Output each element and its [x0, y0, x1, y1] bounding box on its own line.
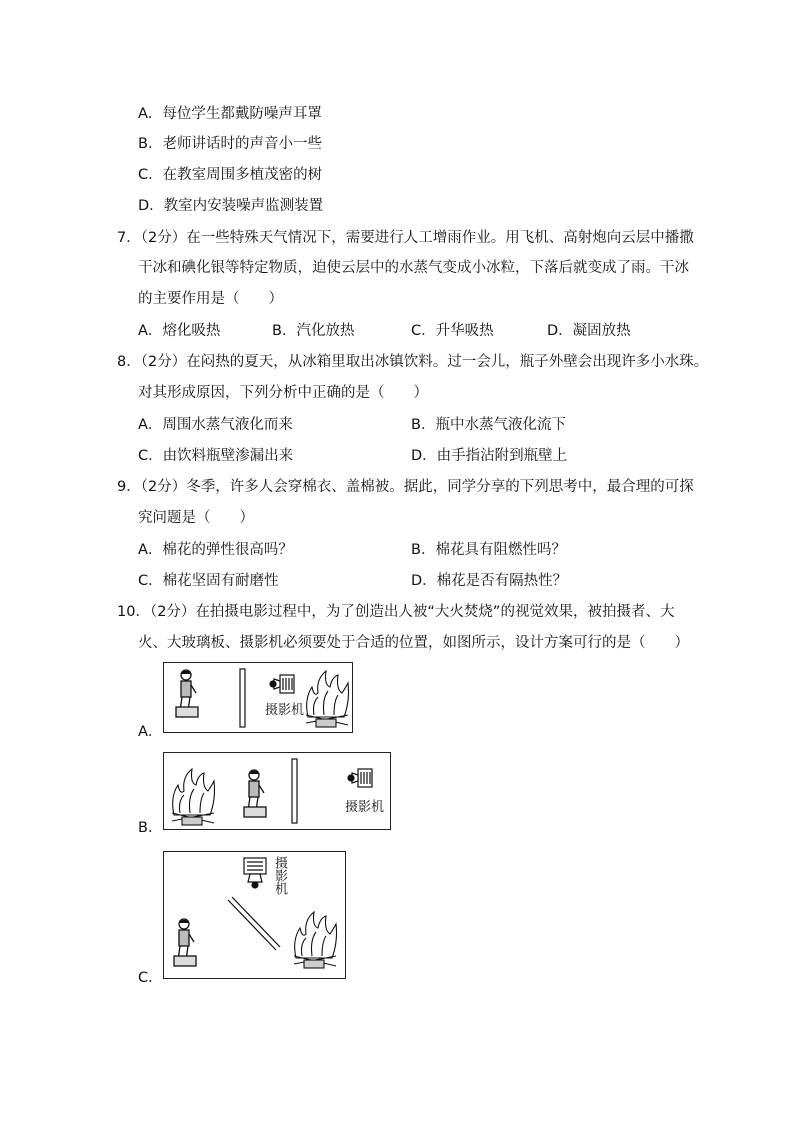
fire-icon — [172, 769, 215, 825]
q8-option-c: C．由饮料瓶壁渗漏出来 — [138, 448, 294, 464]
person-icon — [174, 919, 196, 966]
q9-stem-line-1: 9．（2分）冬季，许多人会穿棉衣、盖棉被。据此，同学分享的下列思考中，最合理的可探 — [117, 479, 694, 495]
person-icon — [244, 770, 266, 817]
q9-option-d: D．棉花是否有隔热性？ — [411, 573, 568, 589]
q8-option-d: D．由手指沾附到瓶壁上 — [411, 448, 568, 464]
q8-stem-line-2: 对其形成原因，下列分析中正确的是（ ） — [138, 385, 428, 401]
q9-option-c: C．棉花坚固有耐磨性 — [138, 573, 279, 589]
q10-option-b-label: B． — [138, 820, 163, 836]
figure-c — [163, 851, 346, 979]
person-icon — [176, 670, 198, 717]
q6-option-b: B．老师讲话时的声音小一些 — [138, 136, 322, 152]
camera-icon — [270, 675, 294, 693]
q6-option-a: A．每位学生都戴防噪声耳罩 — [138, 106, 322, 122]
q10-stem-line-1: 10．（2分）在拍摄电影过程中，为了创造出人被“大火焚烧”的视觉效果，被拍摄者、大 — [117, 604, 675, 620]
q8-stem-line-1: 8．（2分）在闷热的夏天，从冰箱里取出冰镇饮料。过一会儿，瓶子外壁会出现许多小水珠。 — [117, 354, 709, 370]
camera-label: 摄影机 — [345, 800, 385, 815]
q9-stem-line-2: 究问题是（ ） — [138, 510, 254, 526]
q8-option-a: A．周围水蒸气液化而来 — [138, 417, 293, 433]
q10-option-c-label: C． — [138, 970, 163, 986]
q6-option-d: D．教室内安装噪声监测装置 — [138, 198, 324, 214]
camera-label: 摄影机 — [272, 856, 287, 895]
q7-stem-line-3: 的主要作用是（ ） — [138, 291, 283, 307]
glass-plate — [228, 897, 280, 950]
glass-plate — [240, 669, 245, 727]
fire-icon — [294, 912, 337, 968]
q7-stem-line-1: 7．（2分）在一些特殊天气情况下，需要进行人工增雨作业。用飞机、高射炮向云层中播撒 — [117, 230, 694, 246]
q7-stem-line-2: 干冰和碘化银等特定物质，迫使云层中的水蒸气变成小冰粒，下落后就变成了雨。干冰 — [138, 260, 689, 276]
q8-option-b: B．瓶中水蒸气液化流下 — [411, 417, 566, 433]
q10-option-a-label: A． — [138, 724, 163, 740]
camera-icon — [244, 858, 266, 888]
camera-icon — [348, 769, 372, 787]
q9-option-a: A．棉花的弹性很高吗？ — [138, 542, 293, 558]
glass-plate — [292, 759, 297, 823]
fire-icon — [306, 671, 349, 727]
q7-option-a: A．熔化吸热 — [138, 323, 221, 339]
q6-option-c: C．在教室周围多植茂密的树 — [138, 167, 323, 183]
q7-option-c: C．升华吸热 — [411, 323, 494, 339]
q7-option-b: B．汽化放热 — [272, 323, 355, 339]
q10-stem-line-2: 火、大玻璃板、摄影机必须要处于合适的位置，如图所示，设计方案可行的是（ ） — [138, 635, 689, 651]
figure-b — [163, 752, 391, 830]
q9-option-b: B．棉花具有阻燃性吗？ — [411, 542, 566, 558]
q7-option-d: D．凝固放热 — [547, 323, 631, 339]
camera-label: 摄影机 — [265, 703, 305, 718]
figure-a — [163, 662, 353, 733]
